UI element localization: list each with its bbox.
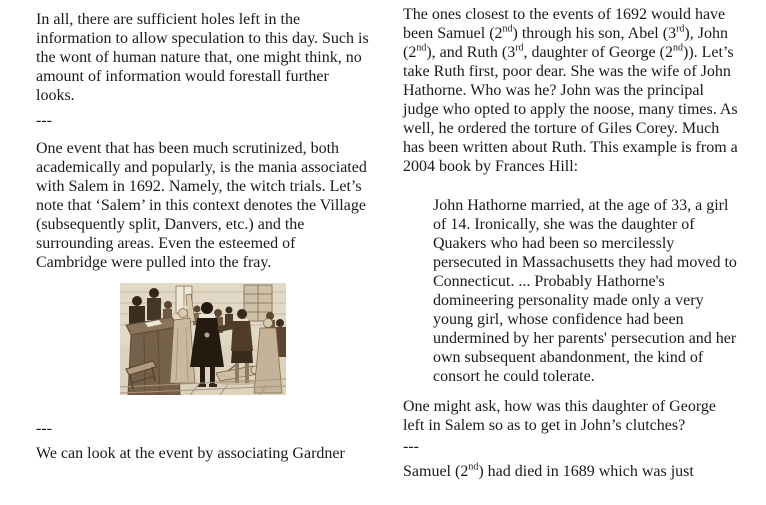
ordinal-superscript: rd (515, 42, 524, 54)
paragraph-text: ), and Ruth (3 (426, 44, 516, 61)
paragraph-text: , daughter of George (2 (523, 44, 673, 61)
george-daughter-paragraph: One might ask, how was this daughter of George left in Salem so as to get in John’s clutches? (403, 398, 716, 434)
gardner-paragraph: We can look at the event by associating Gardner (36, 445, 345, 462)
ordinal-superscript: nd (416, 42, 427, 54)
paragraph-text: ) through his son, Abel (3 (512, 25, 677, 42)
quote-text: John Hathorne married, at the age of 33, a girl of 14. Ironically, she was the daughter of Quakers who had been so mercilessly persecuted in Massachusetts they had moved to Connecticut. ... Probably Hathorne's domineering personality made only a very young girl, whose confidence had been undermined by her parents' persecution and her own subsequent abandonment, the kind of consort he could tolerate. (433, 197, 737, 385)
section-separator: --- (36, 112, 52, 129)
opening-paragraph: In all, there are sufficient holes left in the information to allow speculation to this day. Such is the wont of human nature that, one might think, no amount of information would forestall further looks. (36, 11, 369, 104)
salem-paragraph: One event that has been much scrutinized, both academically and popularly, is the mania associated with Salem in 1692. Namely, the witch trials. Let’s note that ‘Salem’ in this context denotes the Village (subsequently split, Danvers, etc.) and the surrounding areas. Even the esteemed of Cambridge were pulled into the fray. (36, 140, 367, 271)
ordinal-superscript: nd (672, 42, 683, 54)
paragraph-text: ) had died in 1689 which was just (478, 463, 694, 480)
ordinal-superscript: nd (502, 23, 513, 35)
samuel-death-paragraph (403, 462, 741, 481)
paragraph-text: ), John (2 (403, 25, 728, 61)
frances-hill-quote (433, 196, 741, 386)
ordinal-superscript: rd (676, 23, 685, 35)
hathorne-paragraph (403, 5, 741, 176)
trial-engraving-wrap (36, 283, 369, 395)
paragraph-text: The ones closest to the events of 1692 would have been Samuel (2 (403, 6, 726, 42)
right-column (403, 5, 741, 481)
paragraph-text: Samuel (2 (403, 463, 469, 480)
left-column (36, 10, 369, 463)
ordinal-superscript: nd (468, 461, 479, 473)
salem-trial-engraving (120, 283, 286, 395)
paragraph-text: )). Let’s take Ruth first, poor dear. She was the wife of John Hathorne. Who was he? John was the principal judge who opted to apply the noose, many times. As well, he ordered the torture of Giles Corey. Much has been written about Ruth. This example is from a 2004 book by Frances Hill: (403, 44, 738, 175)
section-separator: --- (36, 420, 52, 437)
section-separator: --- (403, 438, 419, 455)
